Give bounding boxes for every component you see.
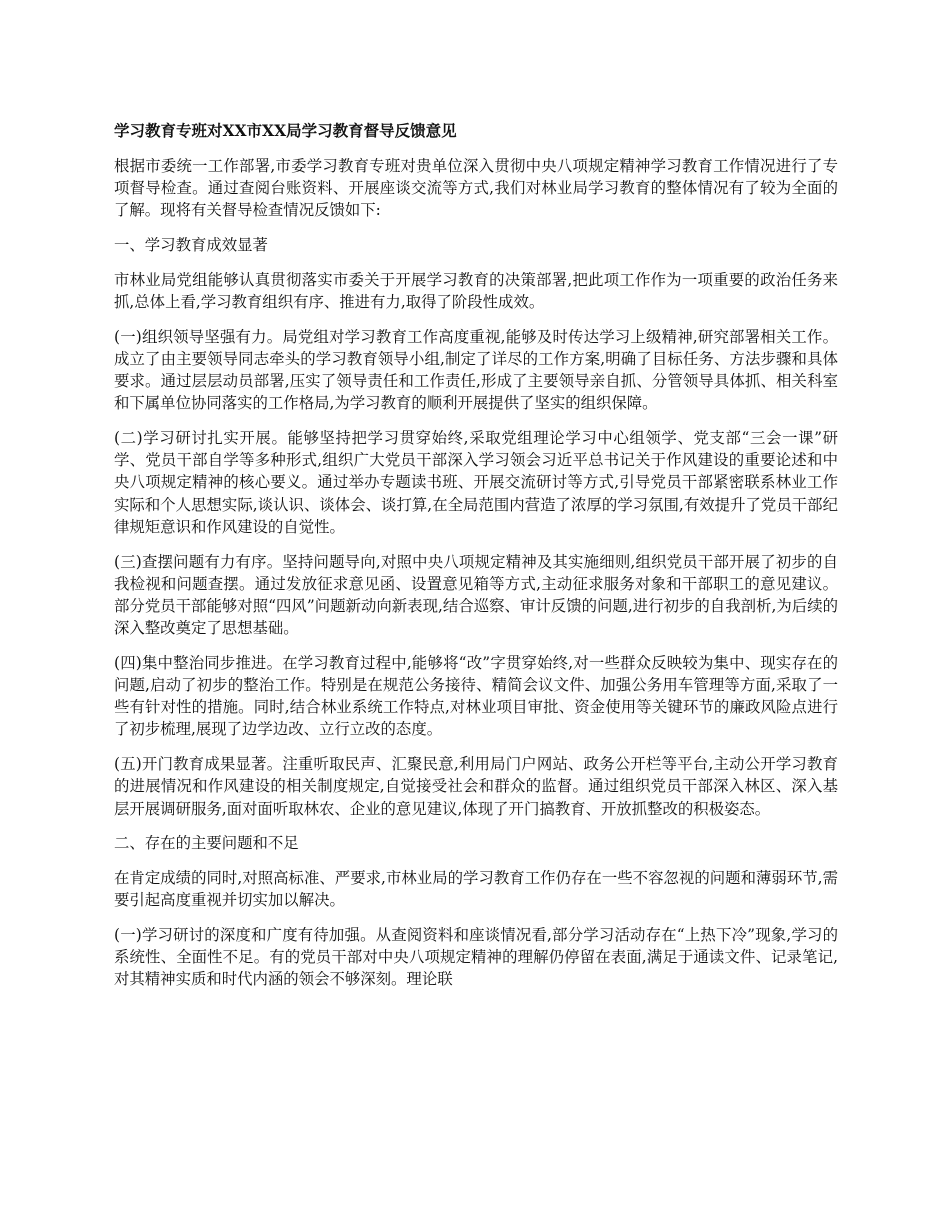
section-1-summary: 市林业局党组能够认真贯彻落实市委关于开展学习教育的决策部署,把此项工作作为一项重要的政治任务来抓,总体上看,学习教育组织有序、推进有力,取得了阶段性成效。 xyxy=(114,270,838,312)
section-heading-1: 一、学习教育成效显著 xyxy=(114,236,268,255)
section-2-item-1: (一)学习研讨的深度和广度有待加强。从查阅资料和座谈情况看,部分学习活动存在“上热下冷”现象,学习的系统性、全面性不足。有的党员干部对中央八项规定精神的理解仍停留在表面,满足于通读文件、记录笔记,对其精神实质和时代内涵的领会不够深刻。理论联 xyxy=(114,925,838,989)
document-page xyxy=(114,120,838,1003)
section-1-item-4: (四)集中整治同步推进。在学习教育过程中,能够将“改”字贯穿始终,对一些群众反映较为集中、现实存在的问题,启动了初步的整治工作。特别是在规范公务接待、精简会议文件、加强公务用车管理等方面,采取了一些有针对性的措施。同时,结合林业系统工作特点,对林业项目审批、资金使用等关键环节的廉政风险点进行了初步梳理,展现了边学边改、立行立改的态度。 xyxy=(114,653,838,739)
document-title: 学习教育专班对XX市XX局学习教育督导反馈意见 xyxy=(114,121,457,140)
section-1-item-2: (二)学习研讨扎实开展。能够坚持把学习贯穿始终,采取党组理论学习中心组领学、党支部“三会一课”研学、党员干部自学等多种形式,组织广大党员干部深入学习领会习近平总书记关于作风建设的重要论述和中央八项规定精神的核心要义。通过举办专题读书班、开展交流研讨等方式,引导党员干部紧密联系林业工作实际和个人思想实际,谈认识、谈体会、谈打算,在全局范围内营造了浓厚的学习氛围,有效提升了党员干部纪律规矩意识和作风建设的自觉性。 xyxy=(114,429,838,536)
section-1-item-3: (三)查摆问题有力有序。坚持问题导向,对照中央八项规定精神及其实施细则,组织党员干部开展了初步的自我检视和问题查摆。通过发放征求意见函、设置意见箱等方式,主动征求服务对象和干部职工的意见建议。部分党员干部能够对照“四风”问题新动向新表现,结合巡察、审计反馈的问题,进行初步的自我剖析,为后续的深入整改奠定了思想基础。 xyxy=(114,552,838,638)
section-1-item-1: (一)组织领导坚强有力。局党组对学习教育工作高度重视,能够及时传达学习上级精神,研究部署相关工作。成立了由主要领导同志牵头的学习教育领导小组,制定了详尽的工作方案,明确了目标任务、方法步骤和具体要求。通过层层动员部署,压实了领导责任和工作责任,形成了主要领导亲自抓、分管领导具体抓、相关科室和下属单位协同落实的工作格局,为学习教育的顺利开展提供了坚实的组织保障。 xyxy=(114,327,838,413)
section-heading-2: 二、存在的主要问题和不足 xyxy=(114,834,299,853)
section-1-item-5: (五)开门教育成果显著。注重听取民声、汇聚民意,利用局门户网站、政务公开栏等平台,主动公开学习教育的进展情况和作风建设的相关制度规定,自觉接受社会和群众的监督。通过组织党员干部深入林区、深入基层开展调研服务,面对面听取林农、企业的意见建议,体现了开门搞教育、开放抓整改的积极姿态。 xyxy=(114,755,838,818)
intro-paragraph: 根据市委统一工作部署,市委学习教育专班对贵单位深入贯彻中央八项规定精神学习教育工作情况进行了专项督导检查。通过查阅台账资料、开展座谈交流等方式,我们对林业局学习教育的整体情况有了较为全面的了解。现将有关督导检查情况反馈如下: xyxy=(114,157,838,220)
section-2-summary: 在肯定成绩的同时,对照高标准、严要求,市林业局的学习教育工作仍存在一些不容忽视的问题和薄弱环节,需要引起高度重视并切实加以解决。 xyxy=(114,868,838,910)
